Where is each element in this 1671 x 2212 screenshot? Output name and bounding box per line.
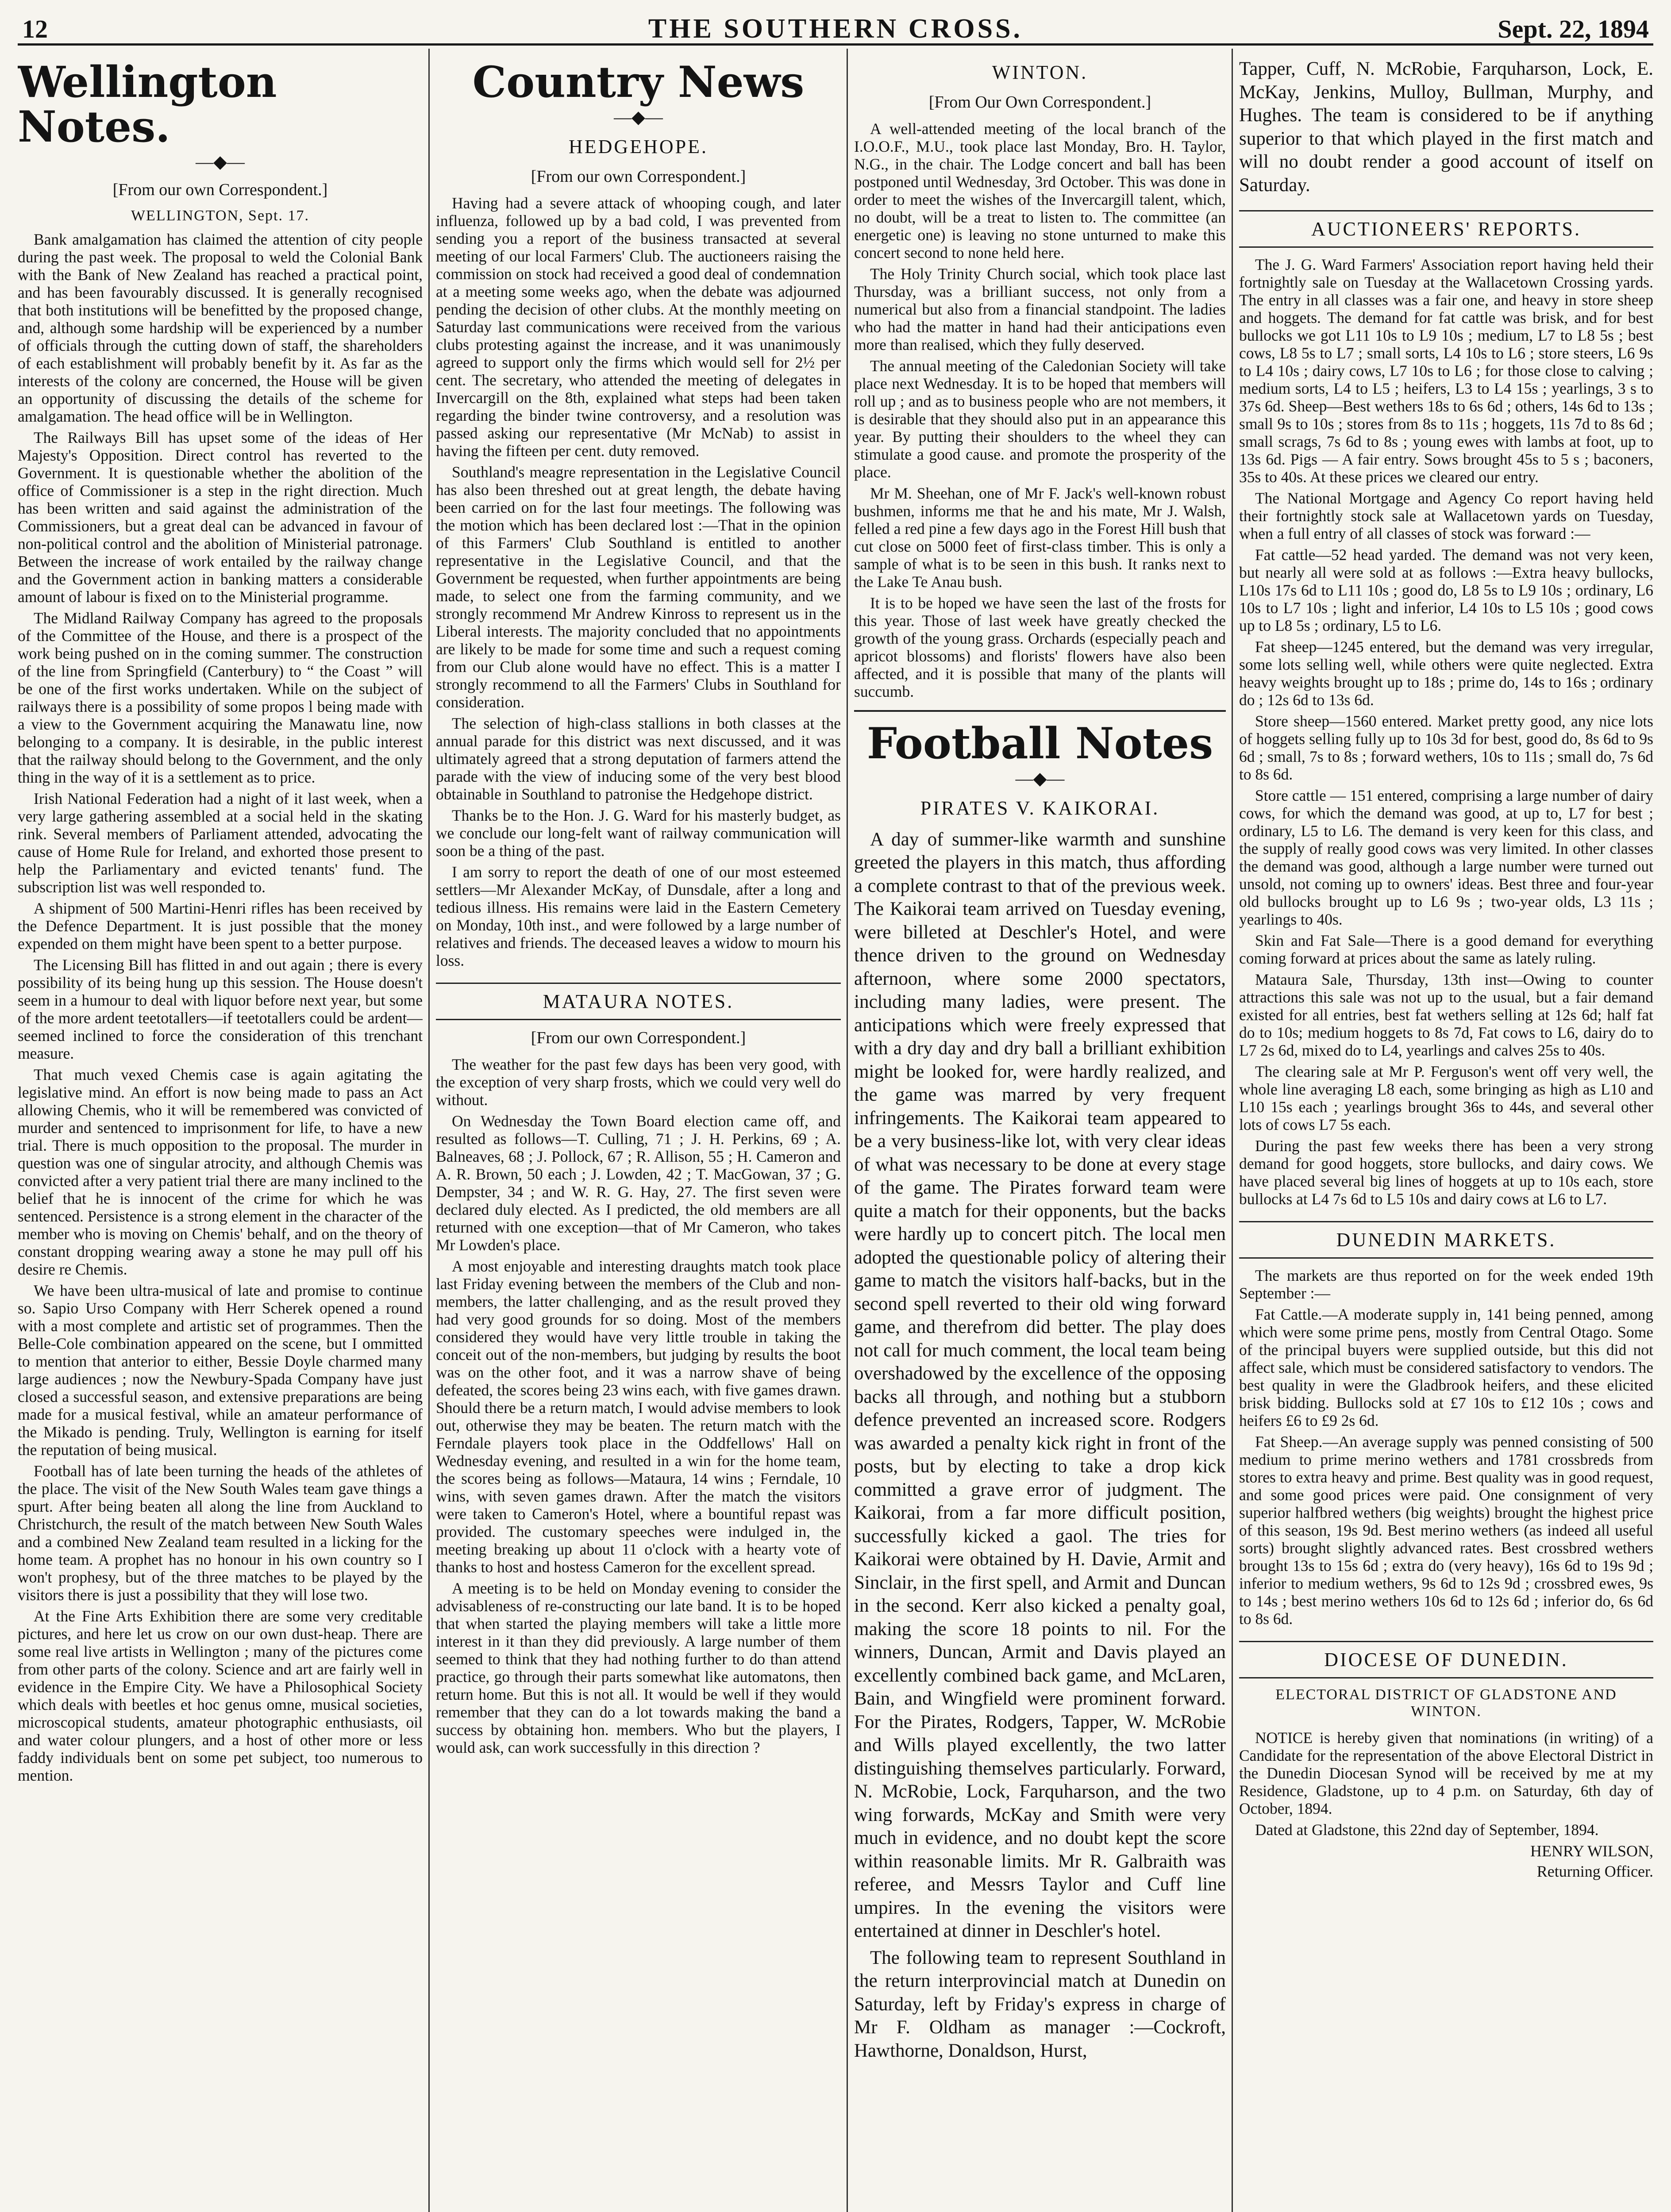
paragraph: Having had a severe attack of whooping cough, and later influenza, followed up by a bad cold, I was prevented from sending you a report of the business transacted at several meeting of our local Farmers' Club. The auctioneers raising the commission on stock had received a good deal of condemnation at a meeting some weeks ago, when the debate was adjourned pending the decision of other clubs. At the monthly meeting on Saturday last communications were received from the various clubs protesting against the increase, and it was unanimously agreed to support only the firms which would sell for 2½ per cent. The secretary, who attended the meeting of delegates in Invercargill on the 8th, explained what steps had been taken regarding the binder twine controversy, and a resolution was passed asking our representative (Mr McNab) to assist in having the fifteen per cent. duty removed. <box>436 194 841 460</box>
section-heading: Wellington Notes. <box>18 58 277 152</box>
paragraph: We have been ultra-musical of late and promise to continue so. Sapio Urso Company with Herr Scherek opened a round with a most complete and artistic set of programmes. Then the Belle-Cole combination appeared on the scene, but I ommitted to mention that anterior to either, Bessie Doyle charmed many large audiences ; now the Newbury-Spada Company have just closed a successful season, and extensive preparations are being made for a musical festival, while an amateur performance of the Mikado is pending. Truly, Wellington is earning for itself the reputation of being musical. <box>18 1281 423 1459</box>
paragraph: Bank amalgamation has claimed the attention of city people during the past week. The proposal to weld the Colonial Bank with the Bank of New Zealand has reached a practical point, and has been favourably discussed. It is generally recognised that both institutions will be benefitted by the proposed change, and, although some hardship will be experienced by a number of officials through the cutting down of staff, the shareholders of each establishment will probably benefit by it. As far as the interests of the colony are concerned, the House will be given an opportunity of discussing the details of the scheme for amalgamation. The head office will be in Wellington. <box>18 230 423 425</box>
paragraph: Store cattle — 151 entered, comprising a large number of dairy cows, for which the demand was good, at up to, L7 for best ; ordinary, L5 to L6. The demand is very keen for this class, and the supply of really good cows was very limited. In other classes the demand was good, although a large number were turned out unsold, not coming up to owners' ideas. Best three and four-year old bullocks brought up to L6 9s ; two-year olds, L3 11s ; yearlings to 40s. <box>1239 787 1653 928</box>
subsection-title: DIOCESE OF DUNEDIN. <box>1239 1641 1653 1678</box>
byline: [From our own Correspondent.] <box>112 180 328 199</box>
paragraph: A meeting is to be held on Monday evening to consider the advisableness of re-constructing our late band. It is to be hoped that when started the playing members will take a little more interest in it than they did previously. A large number of them seemed to think that they had nothing further to do than attend practice, go through their parts somewhat like automatons, then return home. But this is not all. It would be well if they would remember that they can do a lot towards making the band a success by obtaining hon. members. Who but the players, I would ask, can work successfully in this direction ? <box>436 1579 841 1756</box>
paragraph: Mr M. Sheehan, one of Mr F. Jack's well-known robust bushmen, informs me that he and his mate, Mr J. Walsh, felled a red pine a few days ago in the Forest Hill bush that cut close on 5000 feet of first-class timber. This is only a sample of what is to be seen in this bush. It ranks next to the Lake Te Anau bush. <box>854 484 1226 591</box>
column-rule <box>428 49 430 2212</box>
column-reports <box>1239 58 1653 2212</box>
article-body <box>854 828 1226 2063</box>
paragraph: At the Fine Arts Exhibition there are some very creditable pictures, and here let us crow on our own dust-heap. There are some real live artists in Wellington ; many of the pictures come from other parts of the colony. Science and art are fairly well in evidence in the Empire City. We have a Philosophical Society which deals with beetles et hoc genus omne, musical societies, microscopical students, amateur photographic enthusiasts, oil and water colour plungers, and a host of other more or less faddy individuals bent on some pet subject, too numerous to mention. <box>18 1607 423 1784</box>
masthead <box>18 12 1653 46</box>
section-heading: Football Notes <box>866 718 1213 768</box>
paragraph: Southland's meagre representation in the Legislative Council has also been threshed out at great length, the debate having been carried on for the last four meetings. The following was the motion which has been declared lost :—That in the opinion of this Farmers' Club Southland is entitled to another representative in the Legislative Council, and that the Government be requested, when further appointments are being made, to select one from the farming community, and we strongly recommend Mr Andrew Kinross to represent us in the Liberal interests. The majority concluded that no appointments are likely to be made for some time and such a request coming from our Club alone would have no effect. This is a matter I strongly recommend to all the Farmers' Clubs in Southland for consideration. <box>436 463 841 711</box>
byline: [From our own Correspondent.] <box>531 1028 746 1047</box>
column-rule <box>847 49 848 2212</box>
paragraph: The Midland Railway Company has agreed to the proposals of the Committee of the House, and there is a prospect of the work being pushed on in the coming summer. The construction of the line from Springfield (Canterbury) to “ the Coast ” will be one of the first works undertaken. While on the subject of railways there is a possibility of some propos l being made with a view to the Government acquiring the Manawatu line, now belonging to a company. It is desirable, in the public interest that the railway should belong to the Government, and the only thing in the way of it is a settlement as to price. <box>18 609 423 786</box>
paragraph: The markets are thus reported on for the week ended 19th September :— <box>1239 1267 1653 1302</box>
paragraph: The following team to represent Southland in the return interprovincial match at Dunedin on Saturday, left by Friday's express in charge of Mr F. Oldham as manager :—Cockroft, Hawthorne, Donaldson, Hurst, <box>854 1947 1226 2061</box>
column-country-news <box>436 58 841 2212</box>
paragraph: Tapper, Cuff, N. McRobie, Farquharson, Lock, E. McKay, Jenkins, Mulloy, Bullman, Murphy, and Hughes. The team is considered to be if anything superior to that which played in the first match and will no doubt render a good account of itself on Saturday. <box>1239 58 1653 196</box>
paragraph: The Holy Trinity Church social, which took place last Thursday, was a brilliant success, not only from a numerical but also from a financial standpoint. The ladies who had the matter in hand had their anticipations even more than realised, which they fully deserved. <box>854 265 1226 353</box>
paragraph: Fat Cattle.—A moderate supply in, 141 being penned, among which were some prime pens, mostly from Central Otago. Some of the principal buyers were supplied outside, but this did not affect sale, which must be considered satisfactory to vendors. The best quality in were the Gladbrook heifers, and these elicited brisk bidding. Bullocks sold at £7 10s to £12 10s ; cows and heifers £6 to £9 2s 6d. <box>1239 1306 1653 1429</box>
byline: [From our own Correspondent.] <box>531 167 746 186</box>
paragraph: A shipment of 500 Martini-Henri rifles has been received by the Defence Department. It is just possible that the money expended on them might have been spent to a better purpose. <box>18 899 423 952</box>
paragraph: It is to be hoped we have seen the last of the frosts for this year. Those of last week have greatly checked the growth of the young grass. Orchards (especially peach and apricot blossoms) and florists' flowers have also been affected, and it is possible that many of the plants will succumb. <box>854 594 1226 700</box>
issue-date: Sept. 22, 1894 <box>1498 15 1649 43</box>
paragraph: Fat cattle—52 head yarded. The demand was not very keen, but nearly all were sold at as follows :—Extra heavy bullocks, L10s 17s 6d to L11 10s ; good do, L8 5s to L9 10s ; ordinary, L6 10s to L7 10s ; light and inferior, L4 10s to L5 10s ; good cows up to L8 5s ; ordinary, L5 to L6. <box>1239 546 1653 634</box>
paragraph: Fat Sheep.—An average supply was penned consisting of 500 medium to prime merino wethers and 1781 crossbreds from stores to extra heavy and prime. Best quality was in good request, and some good prices were paid. One consignment of very superior halfbred wethers (big weights) brought the highest price of this season, 19s 9d. Best merino wethers (as indeed all useful sorts) brought slightly advanced rates. Best crossbred wethers brought 13s to 15s 6d ; extra do (very heavy), 16s 6d to 19s 9d ; inferior to medium wethers, 9s 6d to 12s 9d ; crossbred ewes, 9s to 14s ; best merino wethers 10s 6d to 12s 6d ; inferior do, 6s 6d to 8s 6d. <box>1239 1433 1653 1628</box>
ornament: —◆— <box>1015 768 1065 788</box>
paragraph: Thanks be to the Hon. J. G. Ward for his masterly budget, as we conclude our long-felt want of railway communication will soon be a thing of the past. <box>436 806 841 860</box>
paragraph: During the past few weeks there has been a very strong demand for good hoggets, store bullocks, and dairy cows. We have placed several big lines of hoggets at up to 10s each, store bullocks at L4 7s 6d to L5 10s and dairy cows at L6 to L7. <box>1239 1137 1653 1208</box>
subsection-title: WINTON. <box>992 61 1088 83</box>
paragraph: A most enjoyable and interesting draughts match took place last Friday evening between the members of the Club and non-members, the latter challenging, and as the result proved they had very good grounds for so doing. Most of the members considered they would have very little trouble in taking the conceit out of the non-members, but judging by results the boot was on the other foot, and it was a narrow shave of being defeated, the scores being 23 wins each, with five games drawn. Should there be a return match, I would advise members to look out, otherwise they may be beaten. The return match with the Ferndale players took place in the Oddfellows' Hall on Wednesday evening, and resulted in a win for the home team, the scores being as follows—Mataura, 14 wins ; Ferndale, 10 wins, with seven games drawn. After the match the visitors were taken to Cameron's Hotel, where a bountiful repast was provided. The customary speeches were indulged in, the meeting breaking up about 11 o'clock with a hearty vote of thanks to host and hostess Cameron for the excellent spread. <box>436 1257 841 1576</box>
column-wellington-notes <box>18 58 423 2212</box>
paragraph: Store sheep—1560 entered. Market pretty good, any nice lots of hoggets selling fully up to 10s 3d for best, good do, 8s 6d to 9s 6d ; small, 7s to 8s ; forward wethers, 10s to 11s ; small do, 7s 6d to 8s 6d. <box>1239 712 1653 783</box>
paragraph: That much vexed Chemis case is again agitating the legislative mind. An effort is now being made to pass an Act allowing Chemis, who it will be remembered was convicted of murder and sentenced to imprisonment for life, to have a new trial. There is much opposition to the proposal. The murder in question was one of singular atrocity, and although Chemis was convicted after a very patient trial there are many inclined to the belief that he is innocent of the crime for which he was sentenced. Persistence is a strong element in the character of the member who is moving on Chemis' behalf, and on the theory of constant dropping wearing away a stone he may pull off his desire re Chemis. <box>18 1065 423 1278</box>
paragraph: The Licensing Bill has flitted in and out again ; there is every possibility of its being hung up this session. The House doesn't seem in a humour to deal with liquor before next year, but some of the more ardent teetotallers—if teetotallers could be ardent—seemed inclined to force the consideration of this trenchant measure. <box>18 956 423 1062</box>
signature-title: Returning Officer. <box>1536 1863 1653 1880</box>
notice-body <box>1239 1729 1653 1880</box>
subsection-title: DUNEDIN MARKETS. <box>1239 1221 1653 1259</box>
paragraph: Dated at Gladstone, this 22nd day of September, 1894. <box>1255 1821 1599 1839</box>
article-body <box>1239 58 1653 197</box>
article-body <box>18 230 423 1784</box>
paragraph: NOTICE is hereby given that nominations (in writing) of a Candidate for the representation of the above Electoral District in the Dunedin Diocesan Synod will be received by me at my Residence, Gladstone, up to 4 p.m. on Saturday, 6th day of October, 1894. <box>1239 1729 1653 1817</box>
subsection-title: PIRATES V. KAIKORAI. <box>920 797 1160 819</box>
newspaper-title: THE SOUTHERN CROSS. <box>648 14 1023 44</box>
ornament: —◆— <box>614 107 663 127</box>
ornament: —◆— <box>196 151 245 172</box>
page-number: 12 <box>22 15 48 43</box>
subsection-title: HEDGEHOPE. <box>569 135 708 157</box>
paragraph: Irish National Federation had a night of it last week, when a very large gathering assembled at a social held in the skating rink. Several members of Parliament attended, advocating the cause of Home Rule for Ireland, and exhorted those present to help the Parliamentary and evicted tenants' fund. The subscription list was well responded to. <box>18 789 423 896</box>
paragraph: The clearing sale at Mr P. Ferguson's went off very well, the whole line averaging L8 each, some bringing as high as L10 and L10 15s each ; yearlings brought 36s to 44s, and several other lots of cows L7 5s each. <box>1239 1063 1653 1133</box>
paragraph: The weather for the past few days has been very good, with the exception of very sharp frosts, which we could very well do without. <box>436 1055 841 1109</box>
signature-name: HENRY WILSON, <box>1530 1842 1653 1860</box>
paragraph: The selection of high-class stallions in both classes at the annual parade for this district was next discussed, and it was ultimately agreed that a strong deputation of farmers attend the parade with the view of inducing some of the very best blood obtainable in Southland to patronise the Hedgehope district. <box>436 714 841 803</box>
paragraph: The National Mortgage and Agency Co report having held their fortnightly stock sale at Wallacetown yards on Tuesday, when a full entry of all classes of stock was forward :— <box>1239 489 1653 542</box>
article-body <box>1239 1267 1653 1628</box>
section-heading: Country News <box>472 58 805 107</box>
article-body <box>1239 256 1653 1208</box>
column-winton-football <box>854 58 1226 2212</box>
paragraph: Skin and Fat Sale—There is a good demand for everything coming forward at prices about the same as lately ruling. <box>1239 932 1653 967</box>
article-body <box>436 194 841 969</box>
divider <box>854 710 1226 712</box>
article-body <box>854 120 1226 700</box>
paragraph: The J. G. Ward Farmers' Association report having held their fortnightly sale on Tuesday at the Wallacetown Crossing yards. The entry in all classes was a fair one, and heavy in store sheep and hoggets. The demand for fat cattle was brisk, and for best bullocks we got L11 10s to L9 10s ; medium, L7 to L8 5s ; best cows, L8 5s to L7 ; small sorts, L4 10s to L6 ; store steers, L6 9s to L4 10s ; dairy cows, L7 10s to L6 ; for those close to calving ; medium sorts, L4 to L5 ; heifers, L3 to L4 15s ; yearlings, 3 s to 37s 6d. Sheep—Best wethers 18s to 6s 6d ; others, 14s 6d to 13s ; small 9s to 10s ; stores from 8s to 11s ; hoggets, 11s 7d to 8s 6d ; small scrags, 7s 6d to 8s ; young ewes with lambs at foot, up to 13s 6d. Pigs — A fair entry. Sows brought 45s to 5 s ; baconers, 35s to 40s. At these prices we cleared our entry. <box>1239 256 1653 486</box>
subsection-title: AUCTIONEERS' REPORTS. <box>1239 210 1653 248</box>
paragraph: On Wednesday the Town Board election came off, and resulted as follows—T. Culling, 71 ; J. H. Perkins, 69 ; A. Balneaves, 68 ; J. Pollock, 67 ; R. Allison, 55 ; H. Cameron and A. R. Brown, 50 each ; J. Lowden, 42 ; T. MacGowan, 37 ; G. Dempster, 34 ; and W. R. G. Hay, 27. The first seven were declared duly elected. As I predicted, the old members are all returned with one exception—that of Mr Cameron, who takes Mr Lowden's place. <box>436 1112 841 1254</box>
paragraph: Mataura Sale, Thursday, 13th inst—Owing to counter attractions this sale was not up to the usual, but a fair demand existed for all entries, best fat wethers selling at 12s 6d; half fat do to 10s; medium hoggets to 8s 7d, Fat cows to L6, dairy do to L7 2s 6d, mixed do to L4, yearlings and calves 25s to 40s. <box>1239 971 1653 1059</box>
paragraph: A day of summer-like warmth and sunshine greeted the players in this match, thus affording a complete contrast to that of the previous week. The Kaikorai team arrived on Tuesday evening, were billeted at Deschler's Hotel, and were thence driven to the ground on Wednesday afternoon, where some 2000 spectators, including many ladies, were present. The anticipations which were freely expressed that with a dry day and dry ball a brilliant exhibition might be looked for, were hardly realized, and the game was marred by very frequent infringements. The Kaikorai team appeared to be a very business-like lot, with very clear ideas of what was necessary to be done at every stage of the game. The Pirates forward team were quite a match for their opponents, but the backs were hardly up to concert pitch. The local men adopted the questionable policy of altering their game to match the visitors half-backs, but in the second spell reverted to their old wing forward game, and therefrom did better. The play does not call for much comment, the local team being overshadowed by the excellence of the opposing backs all through, and nothing but a stubborn defence prevented an increased score. Rodgers was awarded a penalty kick right in front of the posts, but by electing to take a drop kick committed a grave error of judgment. The Kaikorai, from a far more difficult position, successfully kicked a gaol. The tries for Kaikorai were obtained by H. Davie, Armit and Sinclair, in the first spell, and Armit and Duncan in the second. Kerr also kicked a penalty goal, making the score 18 points to nil. For the winners, Duncan, Armit and Davis played an excellently combined back game, and McLaren, Bain, and Wingfield were prominent forward. For the Pirates, Rodgers, Tapper, W. McRobie and Wills played excellently, the two latter distinguishing themselves particularly. Forward, N. McRobie, Lock, Farquharson, and the two wing forwards, McKay and Smith were very much in evidence, and no doubt kept the score within reasonable limits. Mr R. Galbraith was referee, and Messrs Taylor and Cuff line umpires. In the evening the visitors were entertained at dinner in Deschler's hotel. <box>854 829 1226 1942</box>
column-rule <box>1232 49 1233 2212</box>
byline: [From Our Own Correspondent.] <box>928 93 1151 111</box>
notice-subtitle: ELECTORAL DISTRICT OF GLADSTONE AND WINTON. <box>1275 1686 1617 1720</box>
paragraph: Football has of late been turning the heads of the athletes of the place. The visit of the New South Wales team gave things a spurt. After being beaten all along the line from Auckland to Christchurch, the result of the match between New South Wales and a combined New Zealand team resulted in a licking for the home team. A prophet has no honour in his own country so I won't prophesy, but of the three matches to be played by the visitors there is just a possibility that they will lose two. <box>18 1462 423 1604</box>
subsection-title: MATAURA NOTES. <box>436 983 841 1020</box>
paragraph: Fat sheep—1245 entered, but the demand was very irregular, some lots selling well, while others were quite neglected. Extra heavy weights brought up to 18s ; prime do, 14s to 16s ; ordinary do ; 12s 6d to 13s 6d. <box>1239 638 1653 709</box>
dateline: WELLINGTON, Sept. 17. <box>131 207 310 224</box>
article-body <box>436 1056 841 1756</box>
paragraph: I am sorry to report the death of one of our most esteemed settlers—Mr Alexander McKay, of Dunsdale, after a long and tedious illness. His remains were laid in the Eastern Cemetery on Monday, 10th inst., and were followed by a large number of relatives and friends. The deceased leaves a widow to mourn his loss. <box>436 863 841 969</box>
paragraph: The annual meeting of the Caledonian Society will take place next Wednesday. It is to be hoped that members will roll up ; and as to business people who are not members, it is desirable that they should also put in an appearance this year. By putting their shoulders to the wheel they can stimulate a good cause. and promote the prosperity of the place. <box>854 357 1226 481</box>
paragraph: The Railways Bill has upset some of the ideas of Her Majesty's Opposition. Direct control has reverted to the Government. It is questionable whether the abolition of the office of Commissioner is a step in the right direction. Much has been written and said against the administration of the Commissioners, but a great deal can be advanced in favour of non-political control and the abolition of Ministerial patronage. Between the increase of work entailed by the railway change and the Government action in banking matters a considerable amount of labour is fixed on to the Ministerial programme. <box>18 428 423 606</box>
paragraph: A well-attended meeting of the local branch of the I.O.O.F., M.U., took place last Monday, Bro. H. Taylor, N.G., in the chair. The Lodge concert and ball has been postponed until Wednesday, 3rd October. This was done in order to meet the wishes of the Invercargill talent, which, no doubt, will be a treat to listen to. The committee (an energetic one) is leaving no stone unturned to make this concert second to none held here. <box>854 120 1226 261</box>
